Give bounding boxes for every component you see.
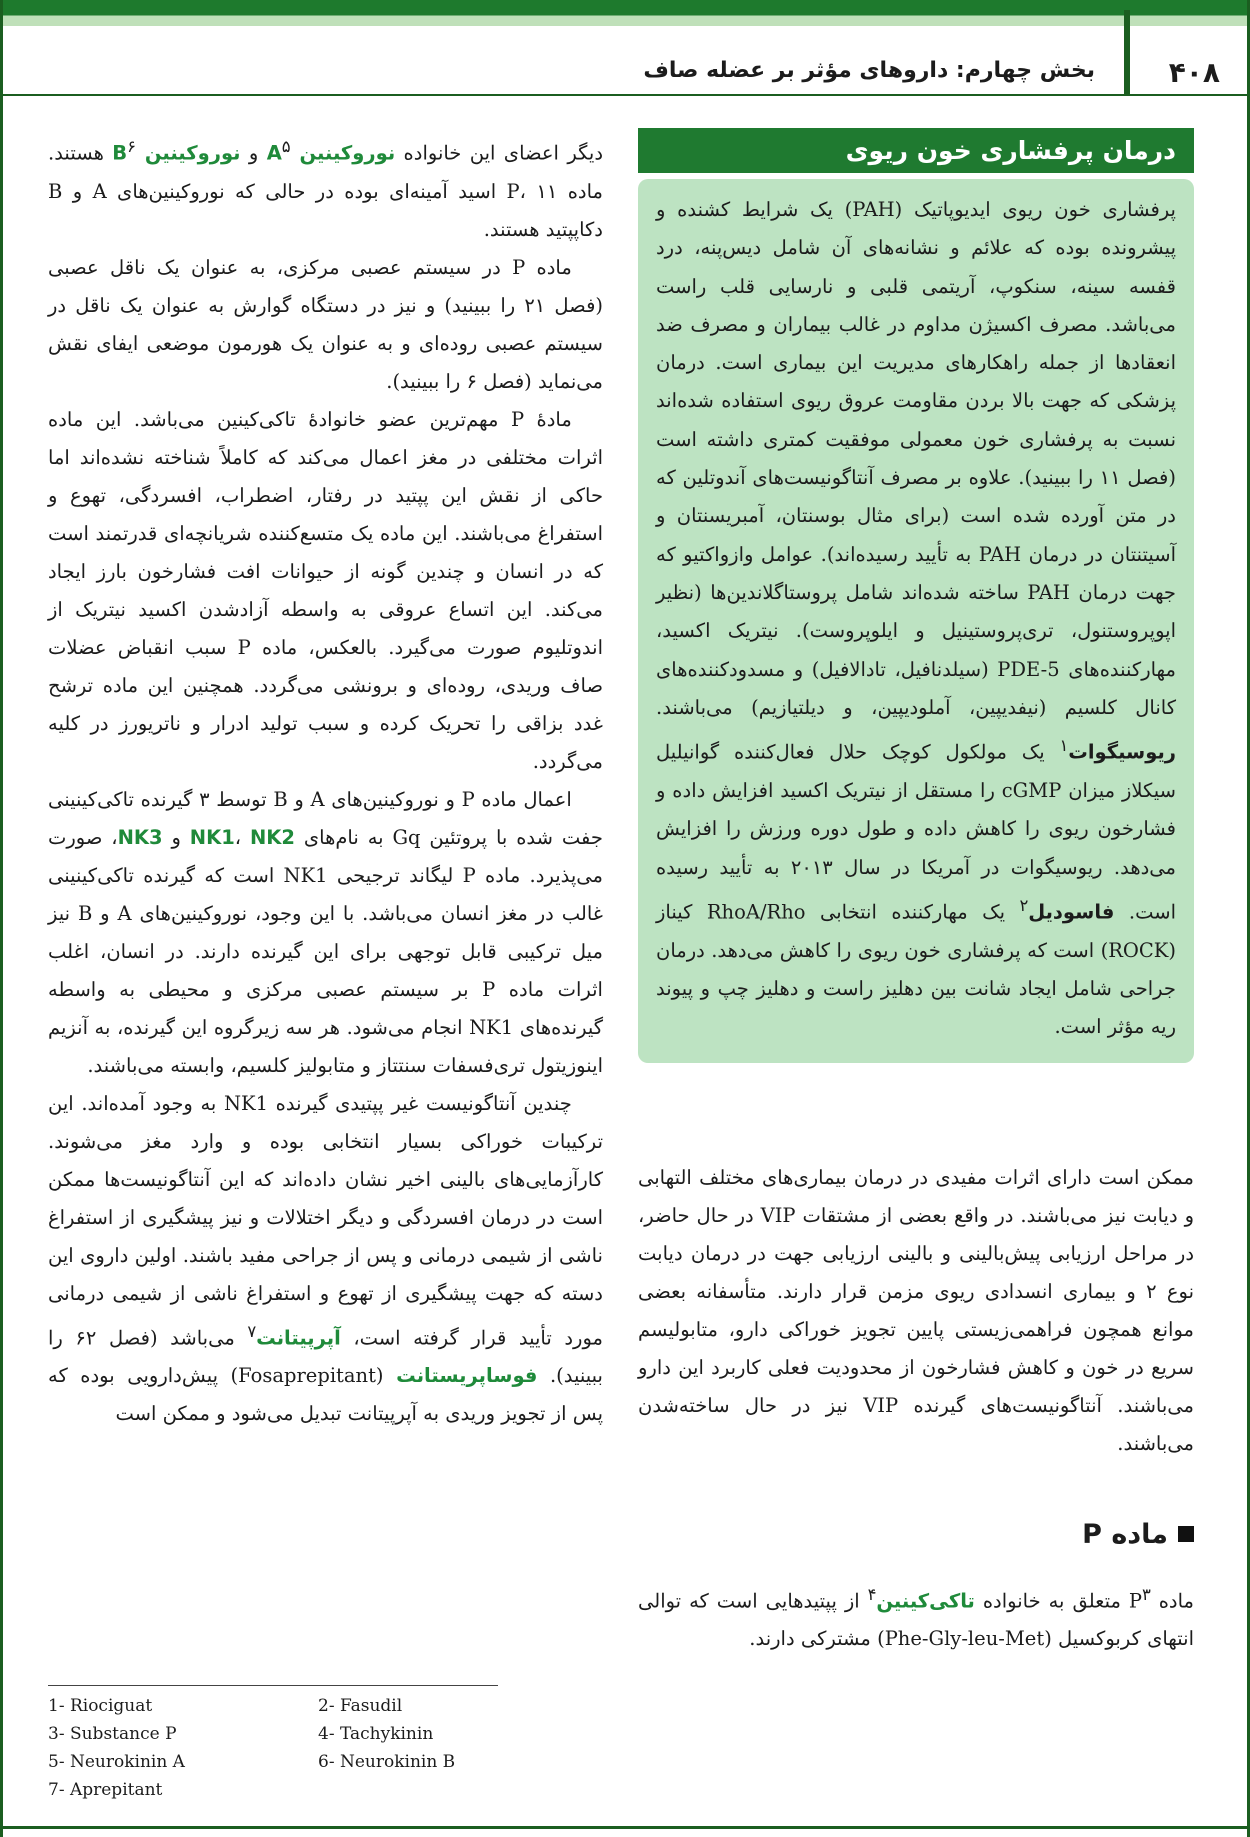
- box-paragraph: [656, 191, 1176, 1047]
- substance-p-intro: [638, 1576, 1194, 1659]
- bottom-rule: [0, 1826, 1250, 1829]
- left-column: [48, 128, 603, 1433]
- left-paragraph-5: [48, 1085, 603, 1434]
- footnote-6: 6- Neurokinin B: [318, 1752, 456, 1772]
- term-neurokinin-a: نوروکینین A: [266, 141, 396, 165]
- term-tachykinin: تاکی‌کینین: [876, 1589, 975, 1613]
- footnote-1: 1- Riociguat: [48, 1696, 153, 1716]
- section-title: ماده P: [1082, 1518, 1168, 1550]
- term-fasudil: فاسودیل: [1028, 900, 1115, 924]
- lp5-text-b: می‌باشد (فصل ۶۲ را ببینید).: [48, 1326, 603, 1387]
- footnote-ref-6: ۶: [127, 137, 136, 156]
- lp1-and: و: [240, 141, 267, 165]
- term-nk1: NK1: [189, 825, 235, 849]
- footnote-ref-4: ۴: [867, 1584, 877, 1604]
- footnote-2: 2- Fasudil: [318, 1696, 403, 1716]
- square-bullet-icon: [1178, 1526, 1194, 1542]
- left-paragraph-1: [48, 128, 603, 249]
- footnote-grid: [48, 1692, 498, 1804]
- sp-text-a: ماده P: [1128, 1589, 1194, 1613]
- left-paragraph-3: مادهٔ P مهم‌ترین عضو خانوادهٔ تاکی‌کینین می‌باشد. این ماده اثرات مختلفی در مغز اعمال می‌کند که کاملاً شناخته نشده‌اند اما حاکی از نقش این پپتید در رفتار، اضطراب، افسردگی، تهوع و استفراغ می‌باشند. این ماده یک متسع‌کننده شریانچه‌ای قدرتمند است که در انسان و چندین گونه از حیوانات افت فشارخون بارز ایجاد می‌کند. این اتساع عروقی به واسطه آزادشدن اکسید نیتریک از اندوتلیوم صورت می‌گیرد. بالعکس، ماده P سبب انقباض عضلات صاف وریدی، روده‌ای و برونشی می‌گردد. همچنین این ماده ترشح غدد بزاقی را تحریک کرده و سبب تولید ادرار و ناتریورز در کلیه می‌گردد.: [48, 407, 603, 773]
- footnotes: [48, 1685, 498, 1804]
- left-paragraph-2: ماده P در سیستم عصبی مرکزی، به عنوان یک ناقل عصبی (فصل ۲۱ را ببینید) و نیز در دستگاه گوارش به عنوان یک ناقل در سیستم عصبی روده‌ای و به عنوان یک هورمون موضعی ایفای نقش می‌نماید (فصل ۶ را ببینید).: [48, 255, 604, 393]
- lp5-text-c: (Fosaprepitant) پیش‌دارویی بوده که پس از تجویز وریدی به آپرپیتانت تبدیل می‌شود و ممکن است: [48, 1364, 603, 1425]
- footnote-ref-7: ۷: [247, 1321, 257, 1341]
- chapter-header-title: بخش چهارم: داروهای مؤثر بر عضله صاف: [643, 58, 1095, 83]
- sp-text-c: از پپتیدهایی است که توالی انتهای کربوکسیل (Phe-Gly-leu-Met) مشترکی دارند.: [638, 1589, 1194, 1651]
- footnote-ref-3: ۳: [1142, 1584, 1151, 1604]
- box-text-3: یک مهارکننده انتخابی RhoA/Rho کیناز (ROCK) است که پرفشاری خون ریوی را کاهش می‌دهد. درمان جراحی شامل ایجاد شانت بین دهلیز راست و دهلیز چپ و پیوند ریه مؤثر است.: [656, 900, 1176, 1039]
- term-nk3: NK3: [117, 825, 163, 849]
- footnote-4: 4- Tachykinin: [318, 1724, 434, 1744]
- vip-paragraph: ممکن است دارای اثرات مفیدی در درمان بیماری‌های مختلف التهابی و دیابت نیز می‌باشند. در واقع بعضی از مشتقات VIP در حال حاضر، در مراحل ارزیابی پیش‌بالینی و بالینی ارزیابی جهت در درمان دیابت نوع ۲ و بیماری انسدادی ریوی مزمن قرار دارند. متأسفانه بعضی موانع همچون فراهمی‌زیستی پایین تجویز خوراکی دارو، متابولیسم سریع در خون و کاهش فشارخون از محدودیت فعلی کاربرد این دارو می‌باشند. آنتاگونیست‌های گیرنده VIP نیز در حال ساخته‌شدن می‌باشند.: [638, 1165, 1195, 1455]
- footnote-ref-5: ۵: [281, 137, 291, 156]
- footnote-7: 7- Aprepitant: [48, 1780, 163, 1800]
- section-heading-substance-p: [638, 1519, 1194, 1550]
- top-decorative-stripe: [0, 0, 1250, 26]
- page-number: ۴۰۸: [1168, 56, 1220, 89]
- left-border: [0, 0, 3, 1837]
- left-paragraph-4: [48, 781, 603, 1085]
- term-neurokinin-b: نوروکینین B: [112, 141, 241, 165]
- footnote-ref-2: ۲: [1019, 895, 1029, 915]
- sp-text-b: متعلق به خانواده: [974, 1589, 1129, 1613]
- lp5-text-a: چندین آنتاگونیست غیر پپتیدی گیرنده NK1 به وجود آمده‌اند. این ترکیبات خوراکی بسیار انتخابی بوده و وارد مغز می‌شوند. کارآزمایی‌های بالینی اخیر نشان داده‌اند که این آنتاگونیست‌ها ممکن است در درمان افسردگی و دیگر اختلالات و نیز پیشگیری از استفراغ ناشی از شیمی درمانی و پس از جراحی مفید باشند. اولین داروی این دسته که جهت پیشگیری از تهوع و استفراغ ناشی از شیمی درمانی مورد تأیید قرار گرفته است،: [48, 1091, 603, 1349]
- lp4-text-b: ، صورت می‌پذیرد. ماده P لیگاند ترجیحی NK1 است که گیرنده تاکی‌کینینی غالب در مغز انسان می‌باشد. با این وجود، نوروکینین‌های A و B نیز میل ترکیبی قابل توجهی برای این گیرنده دارند. در انسان، اغلب اثرات ماده P بر سیستم عصبی مرکزی و محیطی به واسطه گیرنده‌های NK1 انجام می‌شود. هر سه زیرگروه این گیرنده، به آنزیم اینوزیتول تری‌فسفات سنتتاز و متابولیز کلسیم، وابسته می‌باشند.: [48, 825, 603, 1077]
- term-nk2: NK2: [249, 825, 295, 849]
- box-title: درمان پرفشاری خون ریوی: [638, 128, 1194, 173]
- lp4-and: و: [162, 825, 190, 849]
- lp1-text-a: دیگر اعضای این خانواده: [395, 141, 603, 165]
- footnote-ref-1: ۱: [1059, 736, 1069, 756]
- header-divider: [1124, 10, 1130, 96]
- term-aprepitant: آپرپیتانت: [256, 1326, 341, 1349]
- box-text-2: یک مولکول کوچک حلال فعال‌کننده گوانیلیل سیکلاز میزان cGMP را مستقل از نیتریک اکسید افزایش داده و فشارخون ریوی را کاهش داده و طول دوره ورزش را افزایش می‌دهد. ریوسیگوات در آمریکا در سال ۲۰۱۳ به تأیید رسیده است.: [656, 740, 1176, 924]
- lp1-text-b: هستند. ماده P، ۱۱ اسید آمینه‌ای بوده در حالی که نوروکینین‌های A و B دکاپپتید هستند.: [48, 141, 603, 241]
- header-rule: [0, 94, 1250, 96]
- footnote-5: 5- Neurokinin A: [48, 1752, 185, 1772]
- term-fosaprepitant: فوساپریستانت: [396, 1364, 538, 1387]
- lp4-sep: ،: [234, 825, 250, 849]
- term-riociguat: ریوسیگوات: [1068, 740, 1176, 764]
- right-column: [638, 128, 1194, 1658]
- footnote-3: 3- Substance P: [48, 1724, 177, 1744]
- box-text-1: پرفشاری خون ریوی ایدیوپاتیک (PAH) یک شرایط کشنده و پیشرونده بوده که علائم و نشانه‌های آن شامل دیس‌پنه، درد قفسه سینه، سنکوپ، آریتمی قلبی و نارسایی قلب راست می‌باشد. مصرف اکسیژن مداوم در غالب بیماران و مصرف ضد انعقادها از جمله راهکارهای مدیریت این بیماری است. درمان پزشکی که جهت بالا بردن مقاومت عروق ریوی استفاده شده‌اند نسبت به پرفشاری خون معمولی موفقیت کمتری داشته است (فصل ۱۱ را ببینید). علاوه بر مصرف آنتاگونیست‌های آندوتلین که در متن آورده شده است (برای مثال بوسنتان، آمبریسنتان و آسیتنتان در درمان PAH به تأیید رسیده‌اند). عوامل وازواکتیو که جهت درمان PAH ساخته شده‌اند شامل پروستاگلاندین‌ها (نظیر اپوپروستنول، تری‌پروستینیل و ایلوپروست). نیتریک اکسید، مهارکننده‌های PDE-5 (سیلدنافیل، تادالافیل) و مسدودکننده‌های کانال کلسیم (نیفدیپین، آملودیپین، و دیلتیازیم) می‌باشند.: [656, 198, 1176, 719]
- lp4-text-a: اعمال ماده P و نوروکینین‌های A و B توسط ۳ گیرنده تاکی‌کینینی جفت شده با پروتئین Gq به نام‌های: [48, 787, 603, 849]
- pah-info-box: [638, 179, 1194, 1063]
